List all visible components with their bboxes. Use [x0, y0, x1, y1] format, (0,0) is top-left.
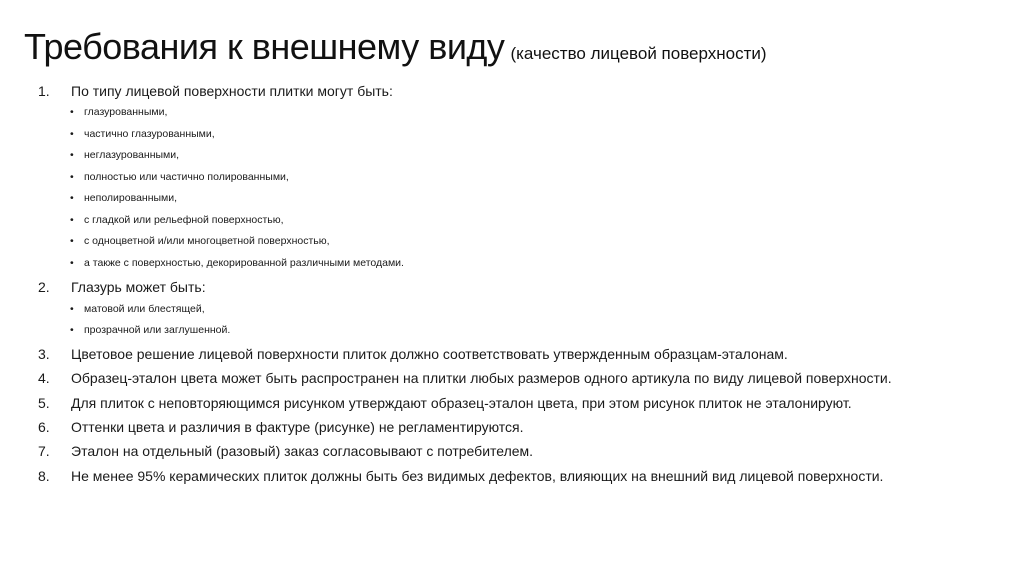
sub-item: • частично глазурованными, — [70, 127, 215, 140]
sublist-1 — [38, 106, 1008, 270]
bullet-icon: • — [70, 323, 74, 336]
sub-item: • с гладкой или рельефной поверхностью, — [70, 213, 284, 226]
item-text: Образец-эталон цвета может быть распространен на плитки любых размеров одного артикула по виду лицевой поверхности. — [71, 370, 892, 387]
bullet-icon: • — [70, 170, 74, 183]
item-text: Эталон на отдельный (разовый) заказ согласовывают с потребителем. — [71, 443, 534, 460]
bullet-icon: • — [70, 149, 74, 162]
list-item-5 — [38, 394, 1008, 412]
bullet-icon: • — [70, 127, 74, 140]
bullet-icon: • — [70, 302, 74, 315]
title-subtitle: (качество лицевой поверхности) — [510, 44, 767, 63]
item-number: 1. — [38, 83, 50, 99]
item-text: Оттенки цвета и различия в фактуре (рисунке) не регламентируются. — [71, 418, 524, 435]
list-item-8 — [38, 467, 1008, 485]
item-number: 5. — [38, 394, 50, 411]
item-number: 2. — [38, 279, 50, 296]
item-text: Для плиток с неповторяющимся рисунком утверждают образец-эталон цвета, при этом рисунок плиток не эталонируют. — [71, 394, 852, 411]
sublist-2 — [38, 303, 1008, 337]
sub-item: • глазурованными, — [70, 106, 168, 119]
sub-item: • неполированными, — [70, 192, 178, 205]
bullet-icon: • — [70, 235, 74, 248]
item-text: Не менее 95% керамических плиток должны быть без видимых дефектов, влияющих на внешний вид лицевой поверхности. — [71, 467, 884, 484]
list-item-3 — [38, 345, 1008, 363]
item-text: По типу лицевой поверхности плитки могут быть: — [71, 83, 393, 99]
list-item-4 — [38, 369, 1008, 387]
sub-item: • прозрачной или заглушенной. — [70, 323, 231, 336]
bullet-icon: • — [70, 192, 74, 205]
bullet-icon: • — [70, 213, 74, 226]
bullet-icon: • — [70, 106, 74, 119]
list-item-1 — [38, 82, 1008, 100]
item-text: Цветовое решение лицевой поверхности плиток должно соответствовать утвержденным образцам-эталонам. — [71, 345, 788, 362]
item-number: 6. — [38, 418, 50, 435]
sub-item: • полностью или частично полированными, — [70, 170, 289, 183]
item-number: 4. — [38, 370, 50, 387]
list-item-7 — [38, 442, 1008, 460]
item-number: 3. — [38, 345, 50, 362]
bullet-icon: • — [70, 256, 74, 269]
item-number: 7. — [38, 443, 50, 460]
sub-item: • матовой или блестящей, — [70, 302, 205, 315]
title-main: Требования к внешнему виду — [24, 26, 505, 67]
list-item-2 — [38, 278, 1008, 296]
item-number: 8. — [38, 467, 50, 484]
slide-title — [24, 26, 767, 68]
list-item-6 — [38, 418, 1008, 436]
requirements-list — [38, 82, 1008, 491]
sub-item: • с одноцветной и/или многоцветной поверхностью, — [70, 235, 330, 248]
sub-item: • неглазурованными, — [70, 149, 180, 162]
sub-item: • а также с поверхностью, декорированной различными методами. — [70, 256, 404, 269]
item-text: Глазурь может быть: — [71, 279, 206, 296]
